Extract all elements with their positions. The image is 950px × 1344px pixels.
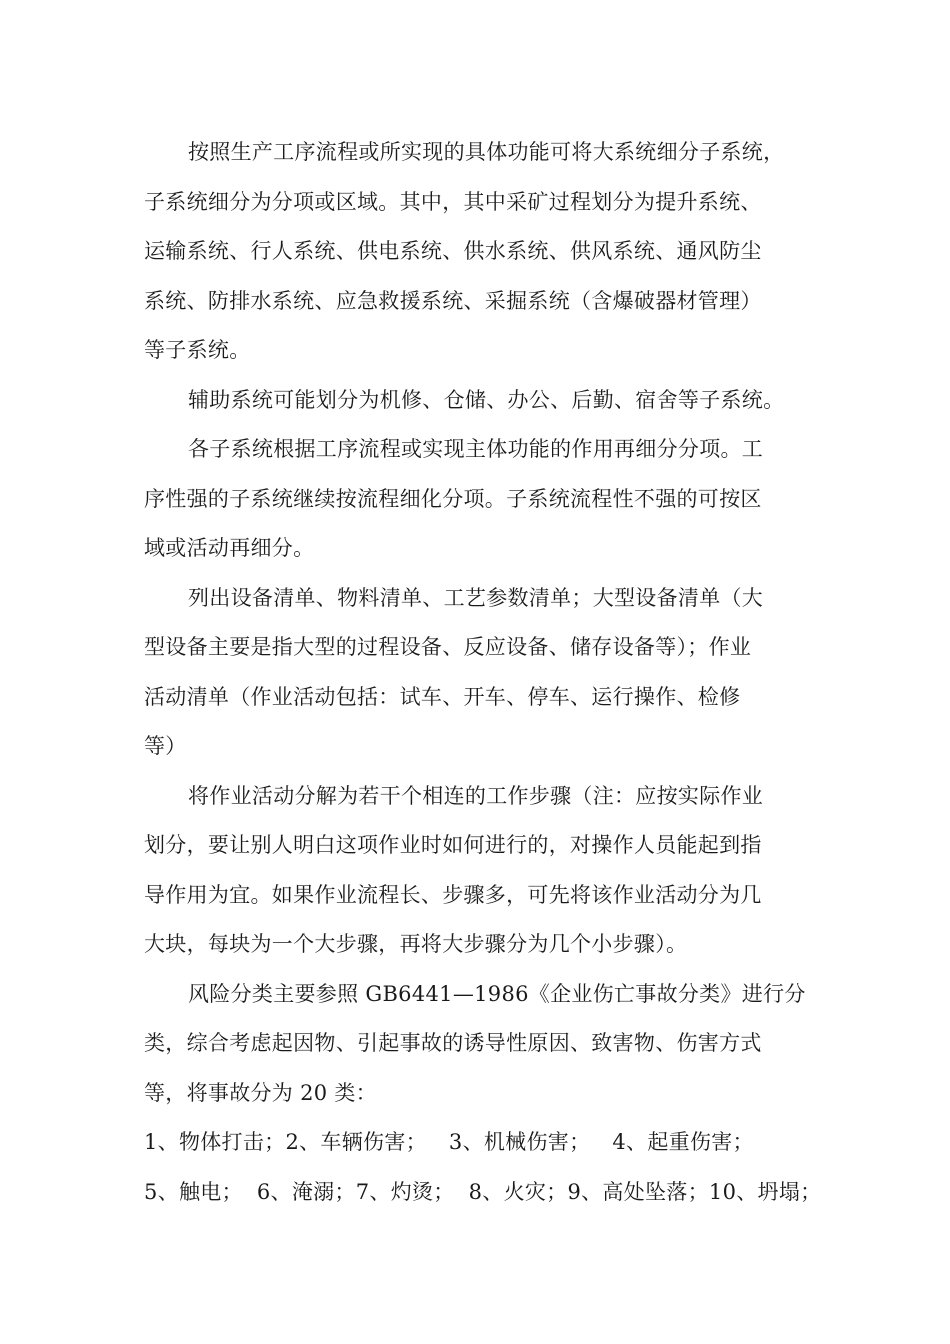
text-line: 风险分类主要参照 GB6441—1986《企业伤亡事故分类》进行分 (188, 981, 806, 1006)
list-segment: 3、机械伤害； (448, 1130, 591, 1154)
text-line: 类，综合考虑起因物、引起事故的诱导性原因、致害物、伤害方式 (144, 1031, 762, 1055)
text-line: 列出设备清单、物料清单、工艺参数清单；大型设备清单（大 (188, 585, 764, 610)
list-segment: 5、触电； (144, 1179, 243, 1204)
text-line: 划分，要让别人明白这项作业时如何进行的，对操作人员能起到指 (144, 833, 762, 857)
list-segment: 4、起重伤害； (612, 1130, 754, 1154)
text-line: 等，将事故分为 20 类： (144, 1080, 377, 1105)
text-line: 等子系统。 (144, 338, 251, 362)
list-segment: 1、物体打击；2、车辆伤害； (144, 1130, 427, 1154)
list-segment: 8、火灾；9、高处坠落；10、坍塌； (468, 1179, 822, 1204)
text-line: 大块，每块为一个大步骤，再将大步骤分为几个小步骤）。 (144, 932, 688, 956)
list-line (144, 1118, 814, 1168)
text-line: 子系统细分为分项或区域。其中，其中采矿过程划分为提升系统、 (144, 189, 762, 214)
text-line: 等） (144, 734, 187, 758)
text-line: 序性强的子系统继续按流程细化分项。子系统流程性不强的可按区 (144, 486, 762, 511)
paragraph-2 (144, 376, 814, 426)
accident-category-list (144, 1118, 822, 1217)
document-body (144, 128, 822, 1217)
list-line (144, 1168, 822, 1218)
text-line: 运输系统、行人系统、供电系统、供水系统、供风系统、通风防尘 (144, 239, 762, 263)
text-line: 各子系统根据工序流程或实现主体功能的作用再细分分项。工 (188, 437, 764, 461)
paragraph-6 (144, 970, 814, 1119)
paragraph-4 (144, 574, 814, 772)
list-segment: 6、淹溺；7、灼烫； (256, 1179, 455, 1204)
paragraph-5 (144, 772, 814, 970)
text-line: 将作业活动分解为若干个相连的工作步骤（注：应按实际作业 (188, 783, 764, 808)
text-line: 活动清单（作业活动包括：试车、开车、停车、运行操作、检修 (144, 684, 741, 709)
paragraph-3 (144, 425, 814, 574)
text-line: 系统、防排水系统、应急救援系统、采掘系统（含爆破器材管理） (144, 288, 762, 313)
text-line: 型设备主要是指大型的过程设备、反应设备、储存设备等）；作业 (144, 635, 752, 659)
paragraph-1 (144, 128, 814, 376)
text-line: 辅助系统可能划分为机修、仓储、办公、后勤、宿舍等子系统。 (188, 387, 785, 412)
text-line: 域或活动再细分。 (144, 536, 315, 560)
text-line: 按照生产工序流程或所实现的具体功能可将大系统细分子系统， (188, 140, 785, 164)
text-line: 导作用为宜。如果作业流程长、步骤多，可先将该作业活动分为几 (144, 882, 762, 907)
